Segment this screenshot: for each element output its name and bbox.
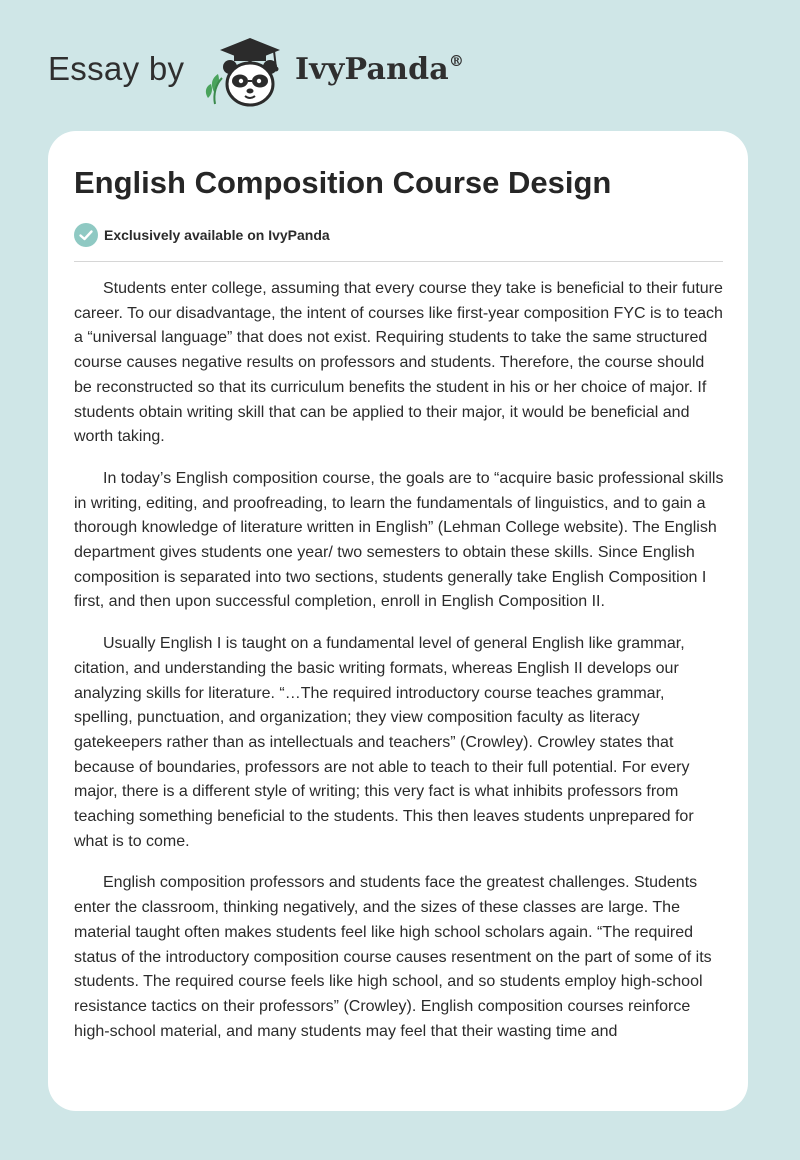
paragraph: Usually English I is taught on a fundamental level of general English like grammar, citation, and understanding the basic writing formats, whereas English II develops our analyzing skills for literature. “…The required introductory course teaches grammar, spelling, punctuation, and organization; they view composition faculty as literacy gatekeepers rather than as intellectuals and teachers” (Crowley). Crowley states that because of boundaries, professors are not able to teach to their full potential. For every major, there is a different style of writing; this very fact is what inhibits professors from teaching something beneficial to the students. This then leaves students unprepared for what is to come. [74,635,694,850]
paragraph: English composition professors and students face the greatest challenges. Students enter the classroom, thinking negatively, and the sizes of these classes are large. The material taught often makes students feel like high school scholars again. “The required status of the introductory composition course causes resentment on the part of some of its students. The required course feels like high school, and so students employ high-school resistance tactics on their professors” (Crowley). English composition courses reinforce high-school material, and many students may feel that their wasting time and [74,874,712,1040]
brand-prefix: Essay by [48,50,185,87]
panda-graduate-icon[interactable] [200,34,292,110]
essay-body [74,277,726,1089]
paragraph: Students enter college, assuming that every course they take is beneficial to their future career. To our disadvantage, the intent of courses like first-year composition FYC is to teach a “universal language” that does not exist. Requiring students to take the same structured course causes negative results on professors and students. Therefore, the course should be reconstructed so that its curriculum benefits the student in his or her choice of major. If students obtain writing skill that can be applied to their major, it would be beneficial and worth taking. [74,280,723,446]
brand-name[interactable]: IvyPanda® [295,52,465,87]
check-circle-icon [74,223,98,247]
divider [74,261,723,262]
paragraph: In today’s English composition course, the goals are to “acquire basic professional skills in writing, editing, and proofreading, to learn the fundamentals of linguistics, and to gain a thorough knowledge of literature written in English” (Lehman College website). The English department gives students one year/ two semesters to obtain these skills. Since English composition is separated into two sections, students generally take English Composition I first, and then upon successful completion, enroll in English Composition II. [74,469,724,611]
exclusive-badge [74,222,330,248]
site-header [0,0,800,130]
page-title: English Composition Course Design [74,165,612,200]
badge-label: Exclusively available on IvyPanda [104,227,330,243]
essay-card [48,131,748,1111]
